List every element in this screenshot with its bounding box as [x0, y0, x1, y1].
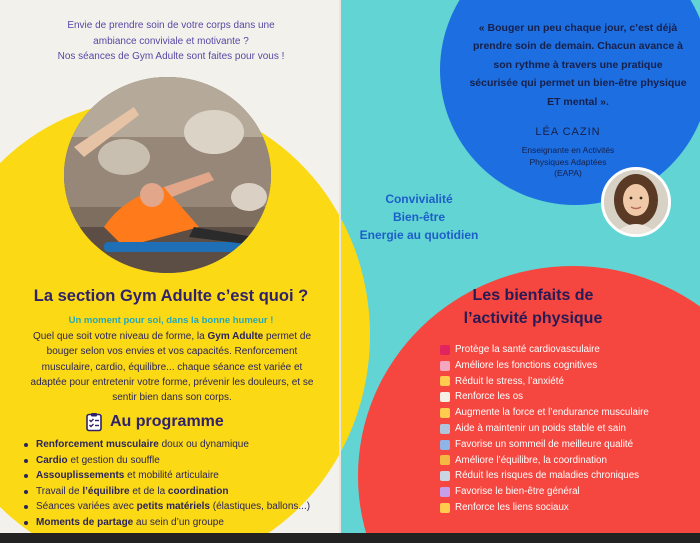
syringe-icon: [440, 471, 450, 481]
benefits-list: [440, 342, 649, 516]
description-line-2: bouger selon vos envies et vos capacités. Renforcement: [46, 346, 298, 358]
benefit-label: Favorise le bien-être général: [455, 486, 580, 498]
program-list: [22, 437, 310, 531]
sleep-icon: [440, 440, 450, 450]
sparkle-icon: [440, 487, 450, 497]
benefit-label: Réduit le stress, l’anxiété: [455, 375, 564, 387]
benefit-label: Aide à maintenir un poids stable et sain: [455, 422, 627, 434]
brain-icon: [440, 361, 450, 371]
program-item-text: (élastiques, ballons...): [210, 501, 311, 513]
benefit-item: [440, 374, 649, 390]
bone-icon: [440, 392, 450, 402]
program-item-bold: Moments de partage: [36, 516, 134, 528]
benefit-item: [440, 500, 649, 516]
flexed-bicep-icon: [440, 408, 450, 418]
program-item-text: et de la: [129, 485, 168, 497]
gym-adulte-bold: Gym Adulte: [207, 331, 264, 342]
scale-icon: [440, 424, 450, 434]
benefits-title-line-2: l’activité physique: [463, 310, 603, 327]
program-item-text: Travail de: [36, 485, 83, 497]
panel-divider: [339, 0, 341, 543]
benefit-label: Améliore les fonctions cognitives: [455, 359, 598, 371]
program-item-bold: coordination: [167, 485, 229, 497]
program-item: [22, 437, 310, 453]
program-item: [22, 468, 310, 484]
program-item-bold: Assouplissements: [36, 470, 125, 482]
benefit-item: [440, 484, 649, 500]
testimonial-quote: « Bouger un peu chaque jour, c’est déjà prendre soin de demain. Chacun avance à son rythme à travers une pratique sécurisée qui permet un bien-être physique ET mental ».: [469, 22, 687, 108]
value-conviviality: Convivialité: [385, 192, 453, 206]
program-item-bold: Renforcement musculaire: [36, 439, 159, 450]
author-avatar: [601, 167, 671, 237]
benefits-title-line-1: Les bienfaits de: [472, 287, 594, 304]
benefit-label: Augmente la force et l’endurance musculaire: [455, 407, 649, 419]
quote-author: LÉA CAZIN: [535, 126, 601, 138]
intro-line-3: Nos séances de Gym Adulte sont faites pour vous !: [57, 51, 285, 62]
author-role-line-1: Enseignante en Activités: [521, 145, 615, 155]
benefit-label: Renforce les liens sociaux: [455, 501, 569, 513]
program-title: Au programme: [110, 413, 224, 430]
intro-line-1: Envie de prendre soin de votre corps dans une: [67, 20, 275, 31]
program-item-text: doux ou dynamique: [158, 439, 249, 450]
author-role-line-3: (EAPA): [554, 168, 582, 179]
program-item: [22, 515, 310, 531]
heart-icon: [440, 345, 450, 355]
description-line-1b: permet de: [263, 331, 312, 342]
benefits-title: [418, 284, 648, 330]
benefit-item: [440, 342, 649, 358]
balance-icon: [440, 455, 450, 465]
benefit-item: [440, 405, 649, 421]
value-wellbeing: Bien-être: [392, 210, 445, 224]
benefit-item: [440, 453, 649, 469]
section-title: La section Gym Adulte c’est quoi ?: [33, 287, 309, 305]
program-item-text: au sein d’un groupe: [133, 516, 224, 528]
description-line-1: [22, 329, 322, 344]
section-description: [22, 329, 322, 405]
value-energy: Energie au quotidien: [359, 228, 479, 242]
benefit-item: [440, 468, 649, 484]
program-heading: [84, 412, 224, 432]
program-item-text: et mobilité articulaire: [124, 470, 219, 482]
benefit-label: Améliore l’équilibre, la coordination: [455, 454, 607, 466]
benefit-label: Favorise un sommeil de meilleure qualité: [455, 438, 634, 450]
benefit-item: [440, 437, 649, 453]
program-item-bold: petits matériels: [136, 501, 210, 513]
description-line-3: musculaire, cardio, équilibre... chaque séance est variée et: [41, 361, 303, 373]
benefit-label: Renforce les os: [455, 391, 524, 403]
intro-line-2: ambiance conviviale et motivante ?: [93, 35, 249, 47]
description-line-5: sentir bien dans son corps.: [112, 392, 232, 404]
values-list: [349, 190, 489, 244]
benefit-item: [440, 389, 649, 405]
program-item: [22, 484, 310, 500]
benefit-label: Réduit les risques de maladies chroniques: [455, 470, 640, 482]
program-item: [22, 453, 310, 469]
gym-class-photo: [64, 77, 271, 273]
program-item-bold: Cardio: [36, 454, 68, 466]
program-item-text: et gestion du souffle: [67, 454, 160, 466]
intro-text: [18, 18, 324, 65]
program-item-bold: l’équilibre: [82, 485, 130, 497]
program-item-text: Séances variées avec: [36, 501, 137, 513]
smile-icon: [440, 376, 450, 386]
bottom-edge: [0, 533, 700, 543]
program-item: [22, 499, 310, 515]
description-line-1a: Quel que soit votre niveau de forme, la: [32, 331, 205, 342]
benefit-item: [440, 421, 649, 437]
handshake-icon: [440, 503, 450, 513]
section-subtitle: Un moment pour soi, dans la bonne humeur !: [68, 315, 274, 326]
benefit-label: Protège la santé cardiovasculaire: [455, 344, 600, 355]
clipboard-icon: [84, 412, 104, 432]
author-role-line-2: Physiques Adaptées: [529, 156, 607, 167]
description-line-4: adaptée pour entretenir votre forme, prévenir les douleurs, et se: [30, 376, 314, 388]
benefit-item: [440, 358, 649, 374]
